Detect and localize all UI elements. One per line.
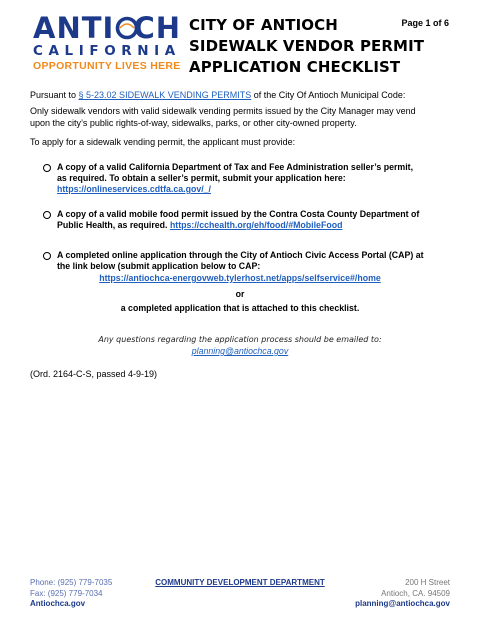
logo-wordmark — [33, 11, 181, 45]
footer-city: Antioch, CA. 94509 — [381, 588, 450, 598]
title-line-1: CITY OF ANTIOCH — [189, 16, 338, 34]
municipal-code-link[interactable]: § 5-23.02 SIDEWALK VENDING PERMITS — [78, 90, 252, 100]
page-number: Page 1 of 6 — [401, 18, 449, 28]
footer-department: COMMUNITY DEVELOPMENT DEPARTMENT — [155, 578, 325, 587]
checkbox-circle-icon[interactable] — [43, 252, 51, 260]
pursuant-paragraph — [30, 89, 405, 101]
title-line-2: SIDEWALK VENDOR PERMIT — [189, 37, 425, 55]
footer-fax: Fax: (925) 779-7034 — [30, 588, 103, 598]
or-separator: or — [235, 289, 245, 299]
checkbox-circle-icon[interactable] — [43, 211, 51, 219]
item-line-1: A copy of a valid California Department of Tax and Fee Administration seller’s permit, — [57, 162, 414, 172]
logo-tagline: OPPORTUNITY LIVES HERE — [33, 60, 181, 72]
item-line-1: A completed online application through the City of Antioch Civic Access Portal (CAP) at — [57, 250, 424, 260]
cchealth-link[interactable]: https://cchealth.org/eh/food/#MobileFood — [169, 220, 343, 230]
logo-text-ch: CH — [133, 11, 181, 45]
checklist-item-food-permit — [43, 209, 453, 231]
title-line-3: APPLICATION CHECKLIST — [189, 58, 401, 76]
apply-instructions: To apply for a sidewalk vending permit, the applicant must provide: — [30, 137, 296, 147]
eligibility-line-2: upon the city’s public rights-of-way, sidewalks, parks, or other city-owned property. — [30, 118, 357, 128]
cap-link-row — [0, 273, 480, 284]
checkbox-circle-icon[interactable] — [43, 164, 51, 172]
footer-email-link[interactable]: planning@antiochca.gov — [355, 599, 450, 608]
item-line-2: Public Health, as required. — [57, 220, 170, 230]
footer-street: 200 H Street — [405, 578, 450, 587]
ordinance-note: (Ord. 2164-C-S, passed 4-9-19) — [30, 369, 158, 379]
logo-text-anti: ANTI — [33, 11, 115, 45]
document-title — [189, 15, 424, 78]
questions-note: Any questions regarding the application process should be emailed to: — [98, 335, 382, 344]
antioch-logo — [33, 11, 181, 73]
cap-portal-link[interactable]: https://antiochca-energovweb.tylerhost.net/apps/selfservice#/home — [99, 273, 381, 283]
planning-email-link[interactable]: planning@antiochca.gov — [191, 346, 289, 356]
item-line-2: the link below (submit application below to CAP: — [57, 261, 261, 271]
item-line-2: as required. To obtain a seller’s permit, submit your application here: — [57, 173, 346, 183]
checklist-item-sellers-permit — [43, 162, 453, 195]
logo-o-emblem-icon — [115, 16, 132, 40]
planning-email-row — [0, 346, 480, 357]
item-line-1: A copy of a valid mobile food permit issued by the Contra Costa County Department of — [57, 209, 420, 219]
logo-california: CALIFORNIA — [33, 43, 181, 59]
footer-address — [355, 578, 450, 610]
footer-phone: Phone: (925) 779-7035 — [30, 578, 113, 587]
footer-website-link[interactable]: Antiochca.gov — [30, 599, 86, 608]
pursuant-suffix: of the City Of Antioch Municipal Code: — [251, 90, 406, 100]
cdtfa-link[interactable]: https://onlineservices.cdtfa.ca.gov/_/ — [57, 184, 211, 194]
pursuant-prefix: Pursuant to — [30, 90, 79, 100]
eligibility-line-1: Only sidewalk vendors with valid sidewalk vending permits issued by the City Manager may vend — [30, 106, 416, 116]
attached-application-note: a completed application that is attached to this checklist. — [120, 303, 360, 313]
checklist-item-online-application — [43, 250, 453, 272]
